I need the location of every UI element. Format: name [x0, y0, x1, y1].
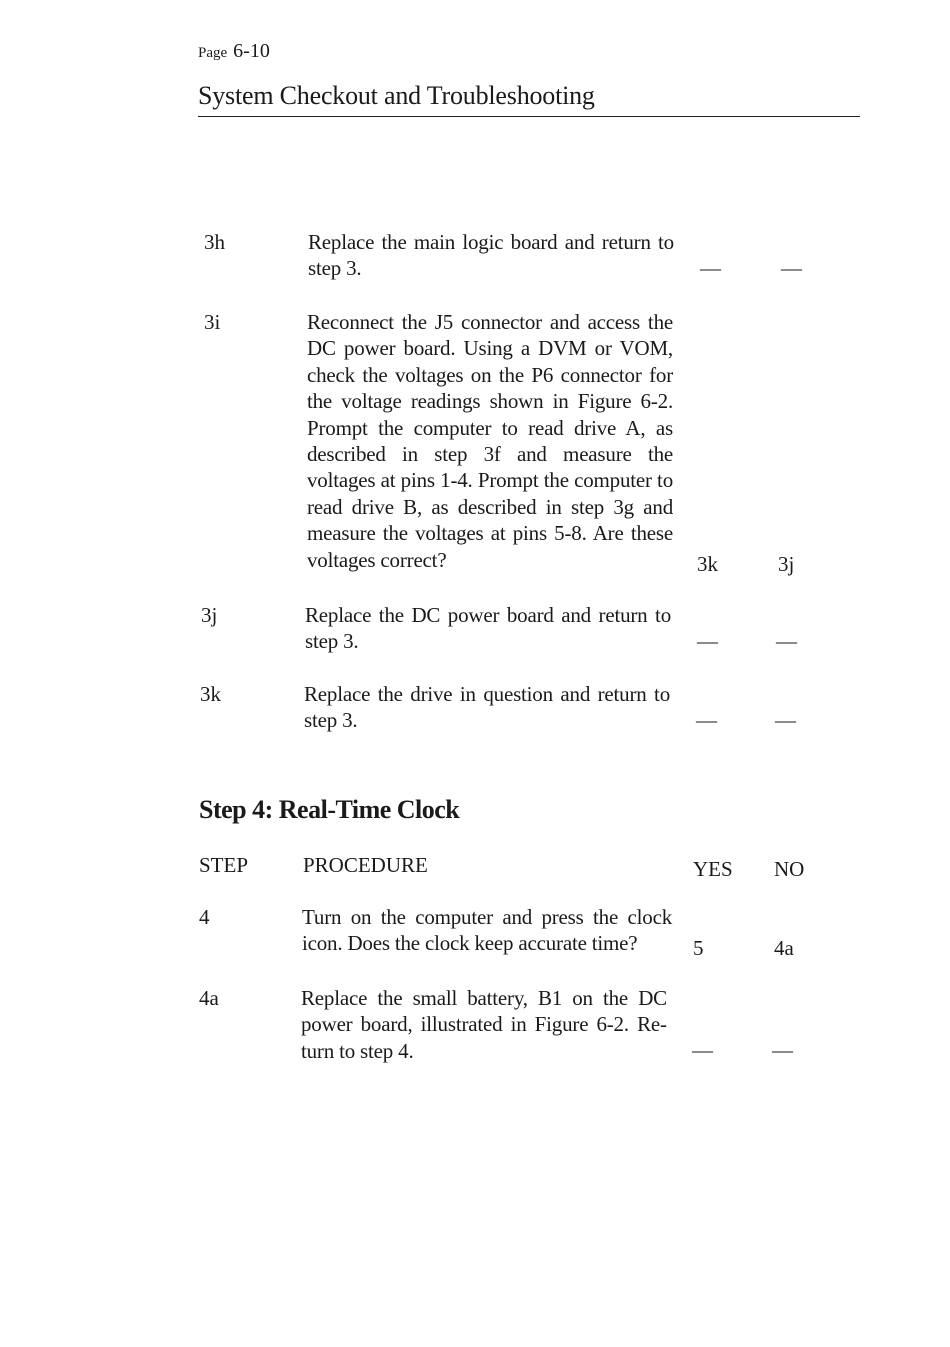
column-header-procedure: PROCEDURE — [303, 853, 428, 877]
yes-cell: 5 — [693, 936, 704, 960]
no-cell: 4a — [774, 936, 794, 960]
procedure-cell: Replace the small battery, B1 on the DC power board, illustrated in Figure 6-2. Return to step 4. — [301, 986, 667, 1063]
yes-cell: — — [700, 256, 721, 280]
page-header — [198, 38, 860, 117]
page-label: Page — [198, 45, 228, 61]
yes-cell: 3k — [697, 552, 718, 576]
no-cell: — — [775, 708, 796, 732]
column-header-no: NO — [774, 857, 805, 881]
yes-cell: — — [696, 708, 717, 732]
yes-cell: — — [692, 1038, 713, 1062]
no-cell: — — [772, 1038, 793, 1062]
yes-cell: — — [697, 629, 718, 653]
page-number — [198, 38, 860, 66]
step-cell: 3j — [201, 603, 218, 627]
step-cell: 3k — [200, 682, 221, 706]
procedure-cell: Turn on the computer and press the clock icon. Does the clock keep accurate time? — [302, 905, 672, 956]
step4-heading: Step 4: Real-Time Clock — [199, 795, 460, 824]
procedure-cell: Replace the main logic board and return to step 3. — [308, 230, 674, 281]
procedure-cell: Replace the drive in question and return to step 3. — [304, 682, 670, 733]
column-header-yes: YES — [693, 857, 733, 881]
no-cell: 3j — [778, 552, 795, 576]
step-cell: 3h — [204, 230, 225, 254]
no-cell: — — [781, 256, 802, 280]
column-header-step: STEP — [199, 853, 249, 877]
step-cell: 3i — [204, 310, 221, 334]
page-number-value: 6-10 — [233, 40, 270, 62]
step-cell: 4a — [199, 986, 219, 1010]
step-cell: 4 — [199, 905, 210, 929]
procedure-cell: Replace the DC power board and return to step 3. — [305, 603, 671, 654]
no-cell: — — [776, 629, 797, 653]
procedure-cell: Reconnect the J5 connector and access the DC power board. Using a DVM or VOM, check the voltages on the P6 connector for the voltage readings shown in Figure 6-2. Prompt the computer to read drive A, as described in step 3f and measure the voltages at pins 1-4. Prompt the computer to read drive B, as described in step 3g and measure the voltages at pins 5-8. Are these voltages correct? — [307, 310, 673, 572]
section-title: System Checkout and Troubleshooting — [198, 80, 860, 117]
